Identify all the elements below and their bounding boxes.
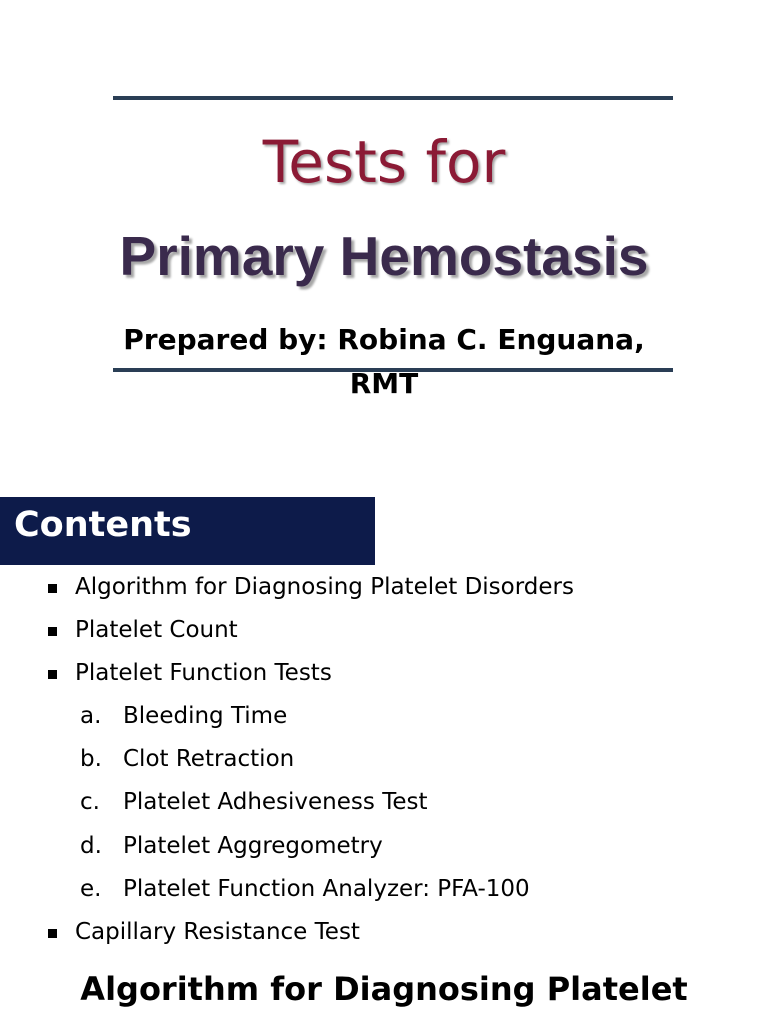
contents-item: Algorithm for Diagnosing Platelet Disorders	[75, 574, 574, 600]
subitem-letter: b.	[80, 746, 102, 772]
subitem-letter: d.	[80, 833, 102, 859]
contents-subitem: Platelet Adhesiveness Test	[123, 789, 428, 815]
contents-subitem: Bleeding Time	[123, 703, 288, 729]
subitem-letter: a.	[80, 703, 102, 729]
contents-heading-bar	[0, 497, 375, 565]
contents-subitem: Clot Retraction	[123, 746, 295, 772]
contents-subitem: Platelet Aggregometry	[123, 833, 383, 859]
prepared-by: Prepared by: Robina C. Enguana, RMT	[123, 323, 645, 400]
contents-item: Platelet Count	[75, 617, 238, 643]
contents-heading: Contents	[14, 505, 192, 545]
title-line-2: Primary Hemostasis	[119, 225, 649, 287]
subitem-letter: e.	[80, 876, 102, 902]
bullet-square-icon	[48, 929, 57, 938]
title-line-1: Tests for	[262, 128, 506, 196]
contents-subitem: Platelet Function Analyzer: PFA-100	[123, 876, 530, 902]
bullet-square-icon	[48, 670, 57, 679]
subitem-letter: c.	[80, 789, 100, 815]
contents-item: Platelet Function Tests	[75, 660, 332, 686]
next-slide-heading: Algorithm for Diagnosing Platelet	[80, 970, 688, 1008]
bullet-square-icon	[48, 627, 57, 636]
title-top-rule	[113, 96, 673, 100]
contents-item: Capillary Resistance Test	[75, 919, 360, 945]
bullet-square-icon	[48, 584, 57, 593]
